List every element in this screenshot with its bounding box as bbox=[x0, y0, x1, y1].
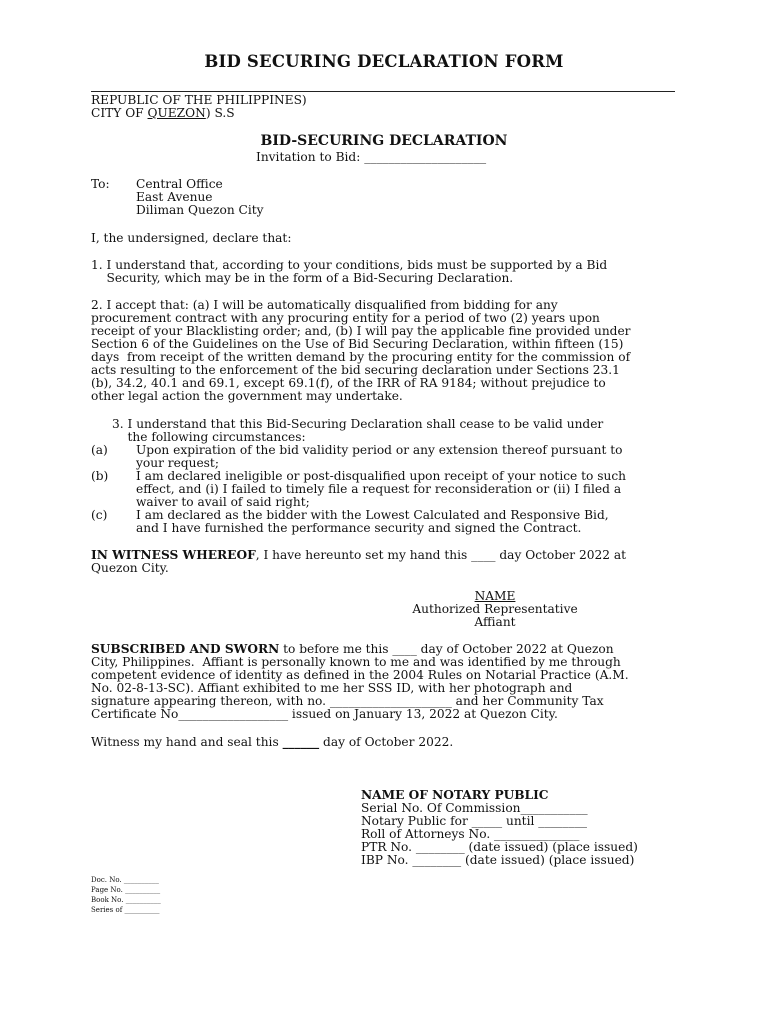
item2-line-5: days from receipt of the written demand by the procuring entity for the commission of bbox=[91, 350, 631, 364]
item2-line-7: (b), 34.2, 40.1 and 69.1, except 69.1(f), of the IRR of RA 9184; without prejudice to bbox=[91, 376, 606, 390]
notary-line-1: Serial No. Of Commission___________ bbox=[361, 801, 588, 815]
addressee-line-1: Central Office bbox=[136, 177, 223, 191]
witness-rest: , I have hereunto set my hand this ____ day October 2022 at bbox=[255, 548, 627, 562]
circumstance-b-line-2: effect, and (i) I failed to timely file a request for reconsideration or (ii) I filed a bbox=[136, 482, 622, 496]
subscribed-line-4: No. 02-8-13-SC). Affiant exhibited to me her SSS ID, with her photograph and bbox=[91, 681, 573, 695]
circumstance-a-label: (a) bbox=[91, 443, 108, 457]
jurisdiction-line-1: REPUBLIC OF THE PHILIPPINES) bbox=[91, 93, 307, 107]
subscribed-rest: to before me this ____ day of October 2022 at Quezon bbox=[279, 642, 614, 656]
series-of: Series of __________ bbox=[91, 906, 160, 914]
item1-line-1: 1. I understand that, according to your conditions, bids must be supported by a Bid bbox=[91, 258, 608, 272]
item3-line-1: 3. I understand that this Bid-Securing Declaration shall cease to be valid under bbox=[112, 417, 604, 431]
witness-line-2: Quezon City. bbox=[91, 561, 169, 575]
item2-line-1: 2. I accept that: (a) I will be automatically disqualified from bidding for any bbox=[91, 298, 558, 312]
seal-suffix: day of October 2022. bbox=[319, 735, 454, 749]
intro-text: I, the undersigned, declare that: bbox=[91, 231, 292, 245]
circumstance-c-line-1: I am declared as the bidder with the Lowest Calculated and Responsive Bid, bbox=[136, 508, 609, 522]
notary-line-5: IBP No. ________ (date issued) (place issued) bbox=[361, 853, 635, 867]
item2-line-8: other legal action the government may undertake. bbox=[91, 389, 403, 403]
seal-prefix: Witness my hand and seal this bbox=[91, 735, 283, 749]
witness-bold: IN WITNESS WHEREOF bbox=[91, 548, 256, 562]
signatory-role: Affiant bbox=[474, 615, 516, 629]
addressee-line-3: Diliman Quezon City bbox=[136, 203, 264, 217]
form-title: BID SECURING DECLARATION FORM bbox=[204, 52, 564, 71]
signatory-title: Authorized Representative bbox=[412, 602, 578, 616]
witness-line-1 bbox=[91, 549, 626, 562]
doc-no: Doc. No. __________ bbox=[91, 876, 159, 884]
subscribed-line-2: City, Philippines. Affiant is personally known to me and was identified by me through bbox=[91, 655, 621, 669]
jurisdiction-prefix: CITY OF bbox=[91, 106, 148, 120]
item2-line-6: acts resulting to the enforcement of the bid securing declaration under Sections 23.1 bbox=[91, 363, 620, 377]
page-no: Page No. __________ bbox=[91, 886, 161, 894]
to-label: To: bbox=[91, 177, 110, 191]
seal-blank: ______ bbox=[282, 735, 320, 749]
notary-line-3: Roll of Attorneys No. ______________ bbox=[361, 827, 580, 841]
circumstance-a-line-2: your request; bbox=[136, 456, 219, 470]
book-no: Book No. __________ bbox=[91, 896, 161, 904]
item2-line-4: Section 6 of the Guidelines on the Use of Bid Securing Declaration, within fifteen (15) bbox=[91, 337, 624, 351]
invitation-to-bid: Invitation to Bid: ____________________ bbox=[256, 150, 487, 164]
circumstance-c-line-2: and I have furnished the performance security and signed the Contract. bbox=[136, 521, 582, 535]
item2-line-3: receipt of your Blacklisting order; and, (b) I will pay the applicable fine provided under bbox=[91, 324, 631, 338]
item2-line-2: procurement contract with any procuring entity for a period of two (2) years upon bbox=[91, 311, 600, 325]
circumstance-a-line-1: Upon expiration of the bid validity period or any extension thereof pursuant to bbox=[136, 443, 623, 457]
jurisdiction-city: QUEZON bbox=[147, 106, 206, 120]
jurisdiction-line-2 bbox=[91, 107, 235, 120]
notary-line-2: Notary Public for _____ until ________ bbox=[361, 814, 588, 828]
subscribed-bold: SUBSCRIBED AND SWORN bbox=[91, 642, 280, 656]
item3-line-2: the following circumstances: bbox=[112, 430, 306, 444]
circumstance-b-line-1: I am declared ineligible or post-disqualified upon receipt of your notice to such bbox=[136, 469, 627, 483]
seal-line bbox=[91, 736, 453, 749]
subscribed-line-6: Certificate No__________________ issued on January 13, 2022 at Quezon City. bbox=[91, 707, 558, 721]
title-rule bbox=[91, 91, 675, 92]
signatory-name-text: NAME bbox=[474, 589, 516, 603]
declaration-heading: BID-SECURING DECLARATION bbox=[260, 133, 508, 149]
notary-name-text: NAME OF NOTARY PUBLIC bbox=[361, 788, 549, 802]
circumstance-b-line-3: waiver to avail of said right; bbox=[136, 495, 310, 509]
notary-line-4: PTR No. ________ (date issued) (place issued) bbox=[361, 840, 638, 854]
addressee-line-2: East Avenue bbox=[136, 190, 213, 204]
item1-line-2: Security, which may be in the form of a Bid-Securing Declaration. bbox=[91, 271, 514, 285]
jurisdiction-suffix: ) S.S bbox=[205, 106, 235, 120]
circumstance-c-label: (c) bbox=[91, 508, 108, 522]
subscribed-line-3: competent evidence of identity as defined in the 2004 Rules on Notarial Practice (A.M. bbox=[91, 668, 629, 682]
circumstance-b-label: (b) bbox=[91, 469, 109, 483]
subscribed-line-5: signature appearing thereon, with no. ____________________ and her Community Tax bbox=[91, 694, 604, 708]
